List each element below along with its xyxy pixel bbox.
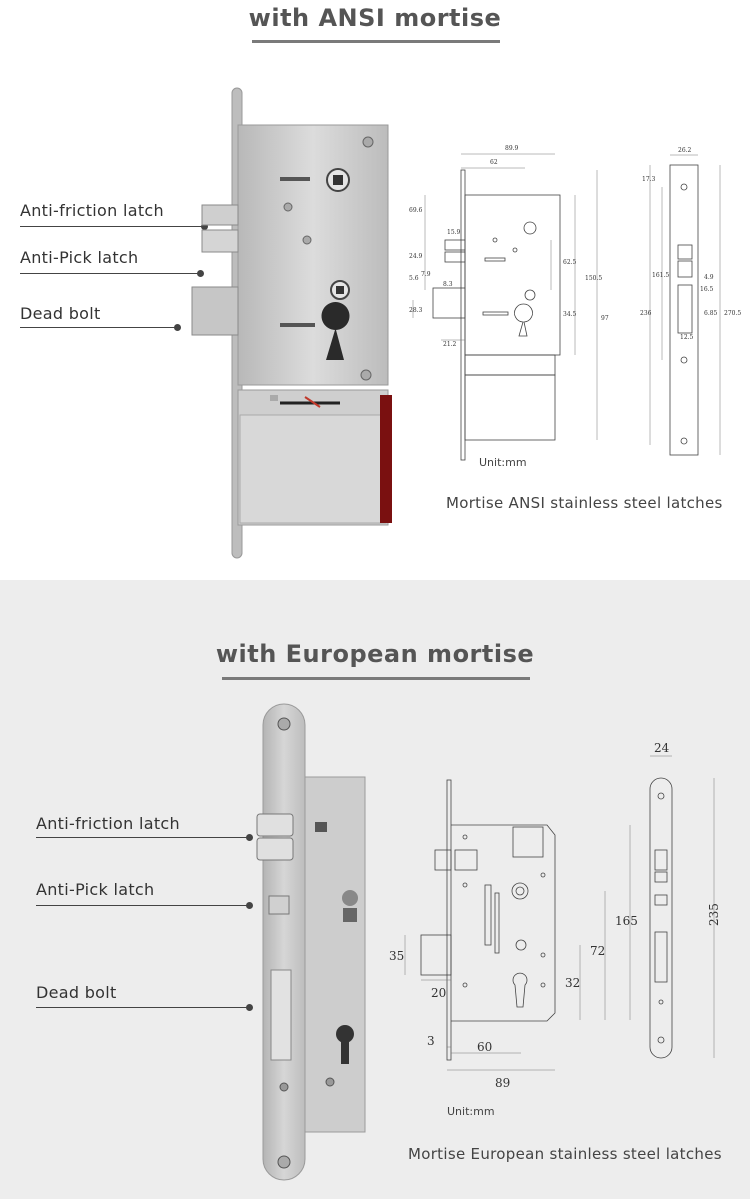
european-section-title: with European mortise [215, 640, 535, 668]
ansi-dim-label: 21.2 [443, 341, 457, 348]
ansi-dim-label: 89.9 [505, 145, 519, 152]
ansi-caption: Mortise ANSI stainless steel latches [446, 494, 723, 512]
ansi-dim-label: 12.5 [680, 334, 694, 341]
ansi-dim-label: 34.5 [563, 311, 577, 318]
leader-line [36, 837, 250, 838]
leader-dot [246, 902, 253, 909]
callout-dead-bolt: Dead bolt [36, 983, 117, 1002]
ansi-dim-label: 69.6 [409, 207, 423, 214]
european-caption: Mortise European stainless steel latches [408, 1145, 722, 1163]
ansi-dim-label: 5.6 [409, 275, 419, 282]
european-unit-label: Unit:mm [447, 1105, 495, 1118]
callout-anti-pick-latch: Anti-Pick latch [20, 248, 139, 267]
european-title-underline [222, 677, 530, 680]
ansi-dim-label: 236 [640, 310, 652, 317]
ansi-dim-label: 4.9 [704, 274, 714, 281]
ansi-dim-label: 26.2 [678, 147, 692, 154]
leader-dot [246, 834, 253, 841]
european-dim-label: 3 [427, 1034, 435, 1048]
ansi-section-title: with ANSI mortise [248, 4, 502, 32]
callout-anti-friction-latch: Anti-friction latch [36, 814, 180, 833]
ansi-title-underline [252, 40, 500, 43]
ansi-dim-label: 16.5 [700, 286, 714, 293]
european-faceplate-drawing [640, 740, 740, 1060]
ansi-dim-label: 150.5 [585, 275, 603, 282]
leader-line [20, 273, 200, 274]
ansi-mortise-photo [180, 85, 400, 560]
ansi-faceplate-drawing [640, 145, 740, 455]
leader-line [20, 327, 178, 328]
ansi-dim-label: 28.3 [409, 307, 423, 314]
european-dim-label: 24 [654, 741, 670, 755]
callout-dead-bolt: Dead bolt [20, 304, 101, 323]
european-dim-label: 60 [477, 1040, 493, 1054]
european-dim-label: 165 [615, 914, 638, 928]
european-dim-label: 72 [590, 944, 606, 958]
ansi-dim-label: 7.9 [421, 271, 431, 278]
ansi-technical-drawing [405, 140, 620, 465]
ansi-dim-label: 6.85 [704, 310, 718, 317]
ansi-dim-label: 24.9 [409, 253, 423, 260]
ansi-dim-label: 8.3 [443, 281, 453, 288]
leader-dot [246, 1004, 253, 1011]
callout-anti-friction-latch: Anti-friction latch [20, 201, 164, 220]
ansi-section [0, 0, 750, 580]
european-dim-label: 35 [389, 949, 405, 963]
ansi-dim-label: 161.5 [652, 272, 670, 279]
european-section [0, 580, 750, 1199]
european-dim-label: 89 [495, 1076, 511, 1090]
leader-line [20, 226, 205, 227]
ansi-dim-label: 62.5 [563, 259, 577, 266]
european-dim-label: 235 [707, 903, 721, 926]
european-mortise-photo [255, 702, 375, 1182]
european-technical-drawing [385, 775, 645, 1105]
ansi-dim-label: 62 [490, 159, 498, 166]
ansi-dim-label: 15.9 [447, 229, 461, 236]
ansi-unit-label: Unit:mm [479, 456, 527, 469]
ansi-dim-label: 17.3 [642, 176, 656, 183]
european-dim-label: 20 [431, 986, 447, 1000]
ansi-dim-label: 270.5 [724, 310, 742, 317]
leader-line [36, 905, 250, 906]
european-dim-label: 32 [565, 976, 581, 990]
ansi-dim-label: 97 [601, 315, 609, 322]
leader-line [36, 1007, 250, 1008]
callout-anti-pick-latch: Anti-Pick latch [36, 880, 155, 899]
